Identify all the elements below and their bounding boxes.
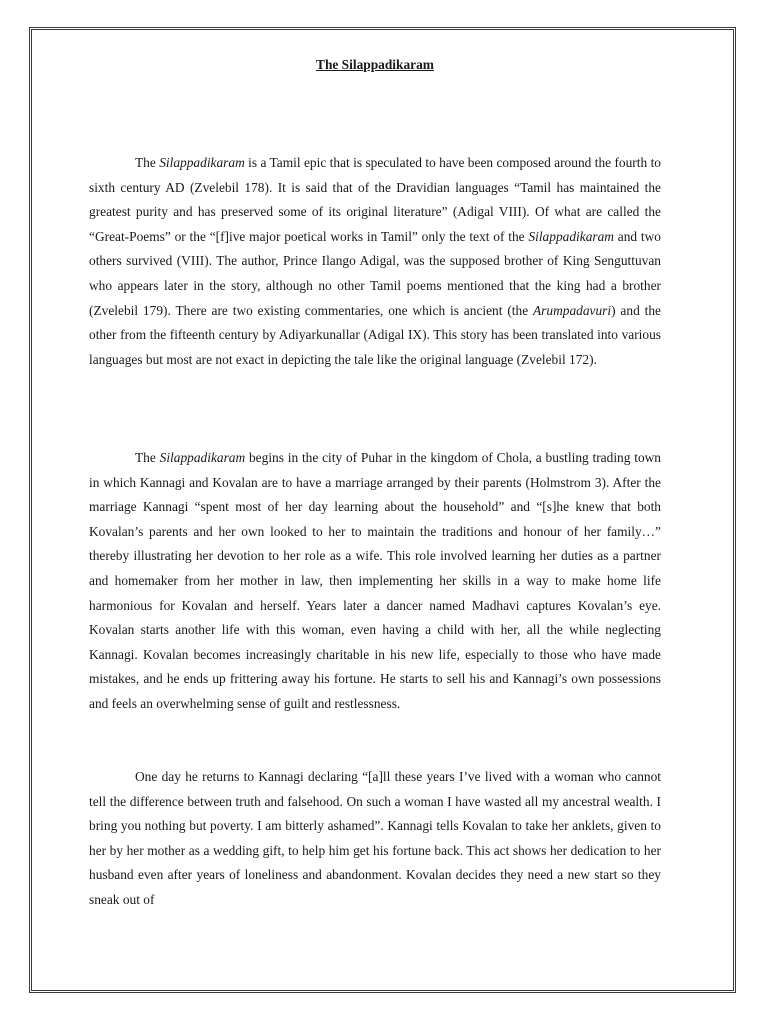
italic-title-run: Arumpadavuri [533,302,612,318]
text-run: and two others survived (VIII). The author, Prince Ilango Adigal, was the supposed brother of King Senguttuvan who appears later in the story, although no other Tamil poems mentioned that the king had a brother (Zvelebil 179). There are two existing commentaries, one which is ancient (the [89,228,661,318]
text-run: The [135,450,160,465]
text-run: One day he returns to Kannagi declaring “[a]ll these years I’ve lived with a woman who cannot tell the difference between truth and falsehood. On such a woman I have wasted all my ancestral wealth. I bring you nothing but poverty. I am bitterly ashamed”. Kannagi tells Kovalan to take her anklets, given to her by her mother as a wedding gift, to help him get his fortune back. This act shows her dedication to her husband even after years of loneliness and abandonment. Kovalan decides they need a new start so they sneak out of [89,769,661,907]
text-run: ) and the other from the fifteenth century by Adiyarkunallar (Adigal IX). This story has been translated into various languages but most are not exact in depicting the tale like the original language (Zvelebil 172). [89,302,661,367]
text-run: The [135,155,160,170]
document-title: The Silappadikaram [316,57,434,72]
italic-title-run: Silappadikaram [159,450,246,465]
paragraph-3 [89,765,661,913]
italic-title-run: Silappadikaram [528,228,614,244]
paragraph-1 [89,151,661,372]
text-run: begins in the city of Puhar in the kingdom of Chola, a bustling trading town in which Kannagi and Kovalan are to have a marriage arranged by their parents (Holmstrom 3). After the marriage Kannagi “spent most of her day learning about the household” and “[s]he knew that both Kovalan’s parents and her own looked to her to maintain the traditions and honour of her family…” thereby illustrating her devotion to her role as a wife. This role involved learning her duties as a partner and homemaker from her mother in law, then implementing her skills in a way to make home life harmonious for Kovalan and herself. Years later a dancer named Madhavi captures Kovalan’s eye. Kovalan starts another life with this woman, even having a child with her, all the while neglecting Kannagi. Kovalan becomes increasingly charitable in his new life, especially to those who have made mistakes, and he ends up frittering away his fortune. He starts to sell his and Kannagi’s own possessions and feels an overwhelming sense of guilt and restlessness. [89,450,662,711]
text-run: is a Tamil epic that is speculated to have been composed around the fourth to sixth century AD (Zvelebil 178). It is said that of the Dravidian languages “Tamil has maintained the greatest purity and has preserved some of its original literature” (Adigal VIII). Of what are called the “Great-Poems” or the “[f]ive major poetical works in Tamil” only the text of the [89,155,661,244]
italic-title-run: Silappadikaram [159,155,245,170]
paragraph-2 [89,446,661,717]
